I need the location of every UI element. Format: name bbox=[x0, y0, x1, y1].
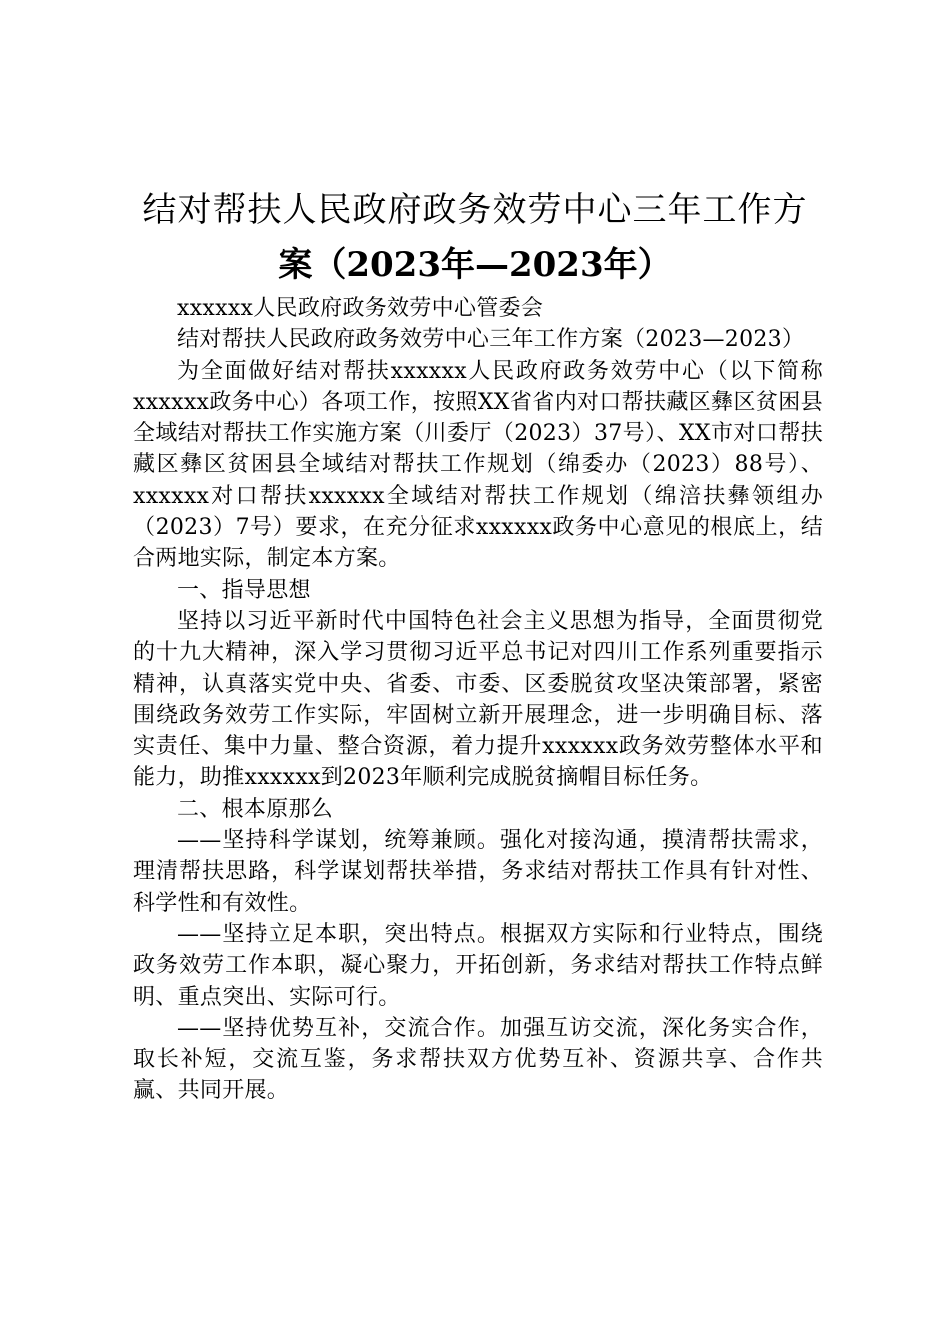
section-heading-basic-principles: 二、根本原那么 bbox=[177, 796, 334, 822]
issuer-line: xxxxxx人民政府政务效劳中心管委会 bbox=[177, 296, 544, 321]
section-heading-guiding-ideology: 一、指导思想 bbox=[177, 577, 311, 603]
document-body bbox=[133, 293, 823, 1107]
principle-paragraph: ——坚持优势互补，交流合作。加强互访交流，深化务实合作，取长补短，交流互鉴，务求帮扶双方优势互补、资源共享、合作共赢、共同开展。 bbox=[133, 1015, 823, 1104]
principle-paragraph: ——坚持科学谋划，统筹兼顾。强化对接沟通，摸清帮扶需求，理清帮扶思路，科学谋划帮扶举措，务求结对帮扶工作具有针对性、科学性和有效性。 bbox=[133, 828, 823, 916]
document-title-line-1: 结对帮扶人民政府政务效劳中心三年工作方 bbox=[142, 190, 808, 230]
document-title-line-2: 案（2023年—2023年） bbox=[278, 245, 672, 285]
principle-paragraph: ——坚持立足本职，突出特点。根据双方实际和行业特点，围绕政务效劳工作本职，凝心聚力，开拓创新，务求结对帮扶工作特点鲜明、重点突出、实际可行。 bbox=[133, 921, 823, 1010]
subtitle-line: 结对帮扶人民政府政务效劳中心三年工作方案（2023—2023） bbox=[177, 327, 805, 353]
intro-paragraph: 为全面做好结对帮扶xxxxxx人民政府政务效劳中心（以下简称xxxxxx政务中心）各项工作，按照XX省省内对口帮扶藏区彝区贫困县全域结对帮扶工作实施方案（川委厅（2023）37号）、XX市对口帮扶藏区彝区贫困县全域结对帮扶工作规划（绵委办（2023）88号）、xxxxxx对口帮扶xxxxxx全域结对帮扶工作规划（绵涪扶彝领组办（2023）7号）要求，在充分征求xxxxxx政务中心意见的根底上，结合两地实际，制定本方案。 bbox=[133, 358, 823, 572]
guiding-ideology-paragraph: 坚持以习近平新时代中国特色社会主义思想为指导，全面贯彻党的十九大精神，深入学习贯彻习近平总书记对四川工作系列重要指示精神，认真落实党中央、省委、市委、区委脱贫攻坚决策部署，紧密围绕政务效劳工作实际，牢固树立新开展理念，进一步明确目标、落实责任、集中力量、整合资源，着力提升xxxxxx政务效劳整体水平和能力，助推xxxxxx到2023年顺利完成脱贫摘帽目标任务。 bbox=[133, 608, 823, 791]
